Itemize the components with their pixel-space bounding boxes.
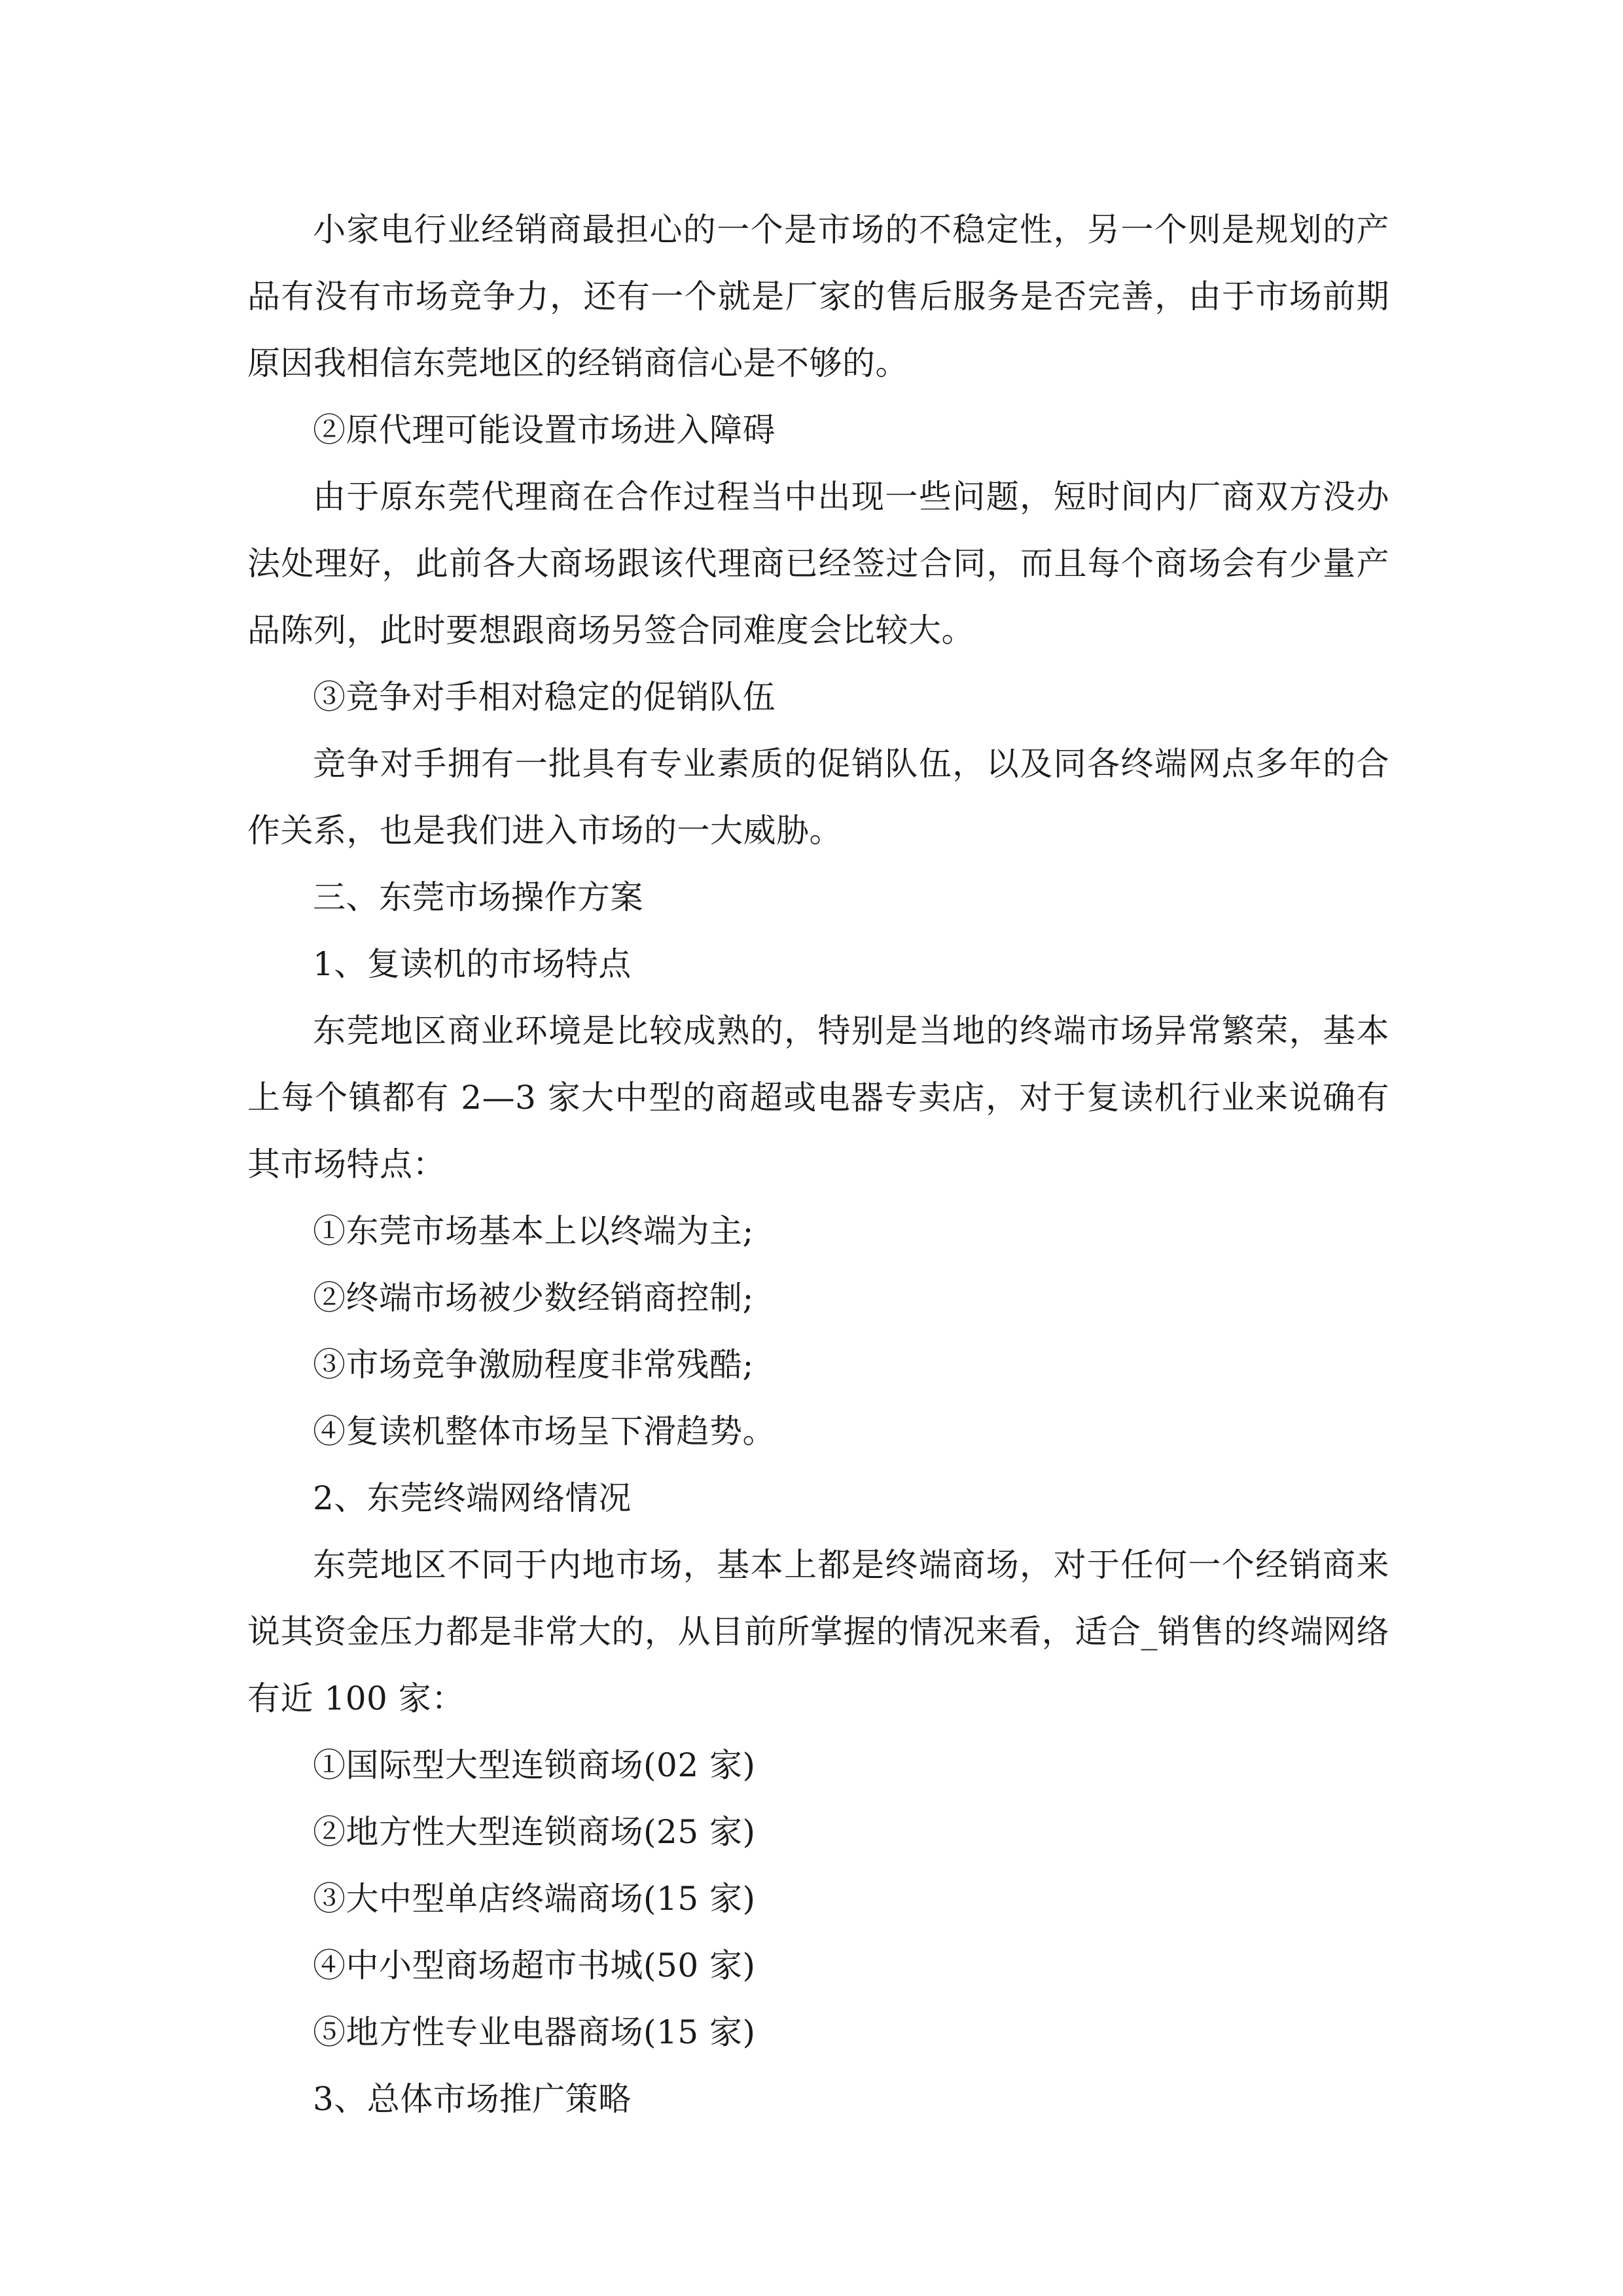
subheading-terminal-network: 2、东莞终端网络情况	[313, 1479, 632, 1517]
list-item-network-1: ①国际型大型连锁商场(02 家)	[313, 1746, 756, 1784]
paragraph-market-features: 东莞地区商业环境是比较成熟的，特别是当地的终端市场异常繁荣，基本上每个镇都有 2—3 家大中型的商超或电器专卖店，对于复读机行业来说确有其市场特点：	[247, 1012, 1389, 1183]
section-heading-operation-plan: 三、东莞市场操作方案	[313, 878, 643, 916]
paragraph-agent-barrier: 由于原东莞代理商在合作过程当中出现一些问题，短时间内厂商双方没办法处理好，此前各大商场跟该代理商已经签过合同，而且每个商场会有少量产品陈列，此时要想跟商场另签合同难度会比较大。	[247, 478, 1389, 649]
list-item-feature-1: ①东莞市场基本上以终端为主;	[313, 1212, 754, 1250]
list-item-feature-4: ④复读机整体市场呈下滑趋势。	[313, 1412, 776, 1450]
heading-competitor-team: ③竞争对手相对稳定的促销队伍	[313, 678, 776, 716]
paragraph-dealer-concerns: 小家电行业经销商最担心的一个是市场的不稳定性，另一个则是规划的产品有没有市场竞争力，还有一个就是厂家的售后服务是否完善，由于市场前期原因我相信东莞地区的经销商信心是不够的。	[247, 211, 1389, 382]
list-item-network-3: ③大中型单店终端商场(15 家)	[313, 1880, 756, 1918]
paragraph-competitor-team: 竞争对手拥有一批具有专业素质的促销队伍，以及同各终端网点多年的合作关系，也是我们进入市场的一大威胁。	[247, 745, 1389, 850]
list-item-network-5: ⑤地方性专业电器商场(15 家)	[313, 2013, 756, 2051]
list-item-feature-3: ③市场竞争激励程度非常残酷;	[313, 1346, 754, 1384]
document-body	[247, 196, 1389, 2132]
subheading-market-features: 1、复读机的市场特点	[313, 945, 632, 983]
list-item-feature-2: ②终端市场被少数经销商控制;	[313, 1279, 754, 1317]
paragraph-terminal-network: 东莞地区不同于内地市场，基本上都是终端商场，对于任何一个经销商来说其资金压力都是非常大的，从目前所掌握的情况来看，适合_销售的终端网络有近 100 家：	[247, 1546, 1389, 1717]
list-item-network-2: ②地方性大型连锁商场(25 家)	[313, 1813, 756, 1851]
subheading-promotion-strategy: 3、总体市场推广策略	[313, 2080, 632, 2118]
heading-agent-barrier: ②原代理可能设置市场进入障碍	[313, 411, 776, 449]
list-item-network-4: ④中小型商场超市书城(50 家)	[313, 1946, 756, 1984]
